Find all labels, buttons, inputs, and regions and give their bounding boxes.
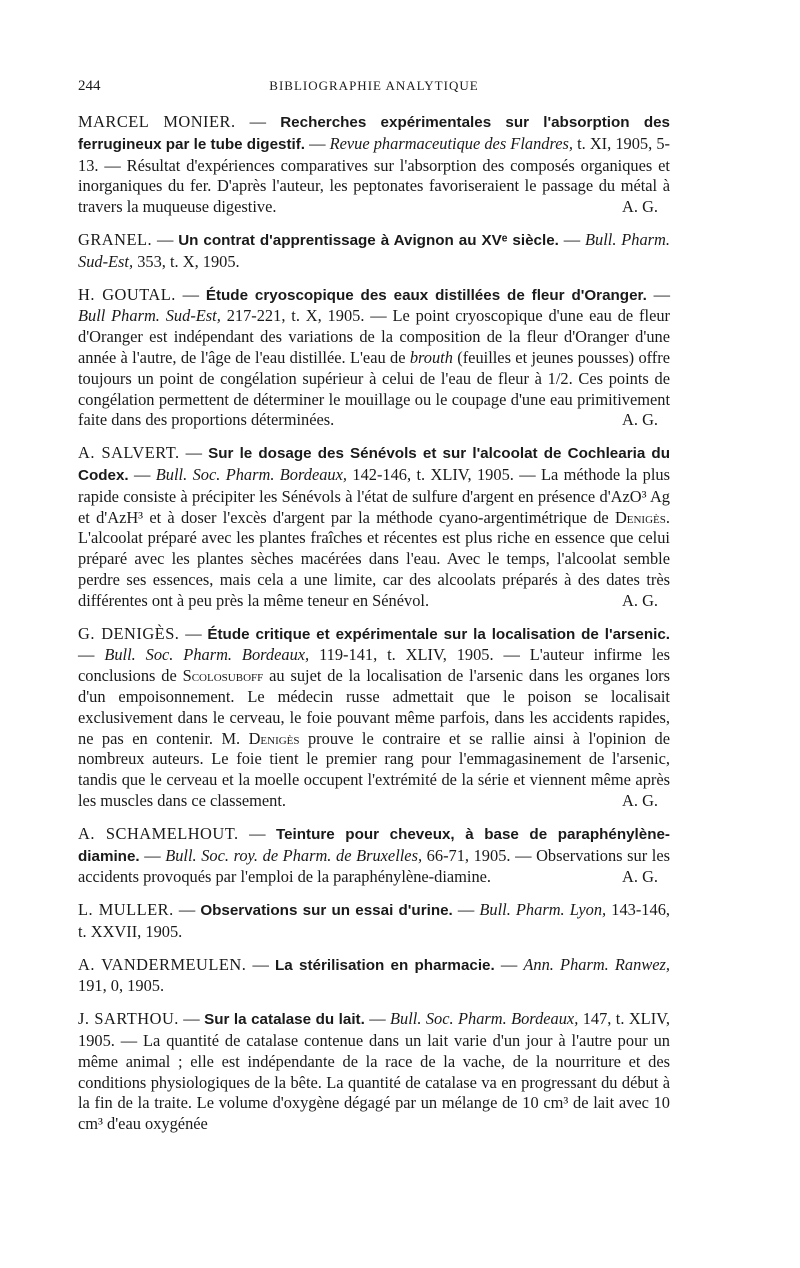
- entry-author: GRANEL.: [78, 229, 153, 249]
- entry-salvert: A. SALVERT. — Sur le dosage des Sénévols et sur l'alcoolat de Cochlearia du Codex. — Bull. Soc. Pharm. Bordeaux, 142-146, t. XLIV, 1905. — La méthode la plus rapide consiste à précipiter les Sénévols à l'état de sulfure d'argent en présence d'AzO³ Ag et d'AzH³ et à doser l'excès d'argent par la méthode cyano-argentimétrique de Denigès. L'alcoolat préparé avec les plantes fraîches et récentes est plus riche en essence que celui préparé avec les plantes sèches macérées dans l'eau. Avec le temps, l'alcoolat semble perdre ses essences, mais cela a une limite, car des alcoolats préparés à des dates très différentes ont à peu près la même teneur en Sénévol. A. G.: [78, 443, 670, 610]
- entry-journal: Bull. Pharm. Sud-Est,: [78, 229, 670, 271]
- entry-journal: Bull. Soc. Pharm. Bordeaux,: [104, 645, 310, 665]
- entry-author: A. SCHAMELHOUT.: [78, 823, 239, 843]
- entry-author: G. DENIGÈS.: [78, 623, 180, 643]
- entry-details: 217-221, t. X, 1905. — Le point cryoscopique d'une eau de fleur d'Oranger est indépendant des variations de la composition de la fleur d'Oranger d'une année à l'autre, de l'âge de l'eau distillée. L'eau de: [78, 306, 670, 367]
- entry-author: H. GOUTAL.: [78, 284, 176, 304]
- entry-details: prouve le contraire et se rallie ainsi à l'opinion de nombreux auteurs. Le foie tient le premier rang pour l'emmagasinement de l'arsenic, tandis que le cerveau et la moelle occupent l'extrémité de la série et viennent même après les muscles dans ce classement.: [78, 728, 670, 810]
- entry-author: A. SALVERT.: [78, 443, 180, 463]
- entry-goutal: H. GOUTAL. — Étude cryoscopique des eaux distillées de fleur d'Oranger. — Bull Pharm. Sud-Est, 217-221, t. X, 1905. — Le point cryoscopique d'une eau de fleur d'Oranger est indépendant des variations de la composition de la fleur d'Oranger d'une année à l'autre, de l'âge de l'eau distillée. L'eau de brouth (feuilles et jeunes pousses) offre toujours un point de congélation supérieur à celui de l'eau de fleur à 1/2. Ces points de congélation permettent de déterminer le mouillage ou le coupage d'une eau primitivement faite dans des proportions déterminées. A. G.: [78, 284, 670, 430]
- entry-deniges: G. DENIGÈS. — Étude critique et expérimentale sur la localisation de l'arsenic. — Bull. Soc. Pharm. Bordeaux, 119-141, t. XLIV, 1905. — L'auteur infirme les conclusions de Scolosuboff au sujet de la localisation de l'arsenic dans les organes lors d'un empoisonnement. Le médecin russe admettait que le poison se localisait exclusivement dans le cerveau, le foie pouvant même parfois, dans les accidents rapides, ne pas en contenir. M. Denigès prouve le contraire et se rallie ainsi à l'opinion de nombreux auteurs. Le foie tient le premier rang pour l'emmagasinement de l'arsenic, tandis que le cerveau et la moelle occupent l'extrémité de la série et viennent même après les muscles dans ce classement. A. G.: [78, 623, 670, 810]
- entry-title: Étude cryoscopique des eaux distillées de fleur d'Oranger.: [205, 286, 647, 304]
- entry-author: A. VANDERMEULEN.: [78, 954, 247, 974]
- page: [78, 78, 670, 1147]
- entry-journal: Revue pharmaceutique des Flandres,: [329, 133, 573, 153]
- entry-details: au sujet de la localisation de l'arsenic dans les organes lors d'un empoisonnement. Le médecin russe admettait que le poison se localisait exclusivement dans le cerveau, le foie pouvant même parfois, dans les accidents rapides, ne pas en contenir. M.: [78, 666, 670, 748]
- page-number: 244: [78, 78, 101, 94]
- entry-schamelhout: A. SCHAMELHOUT. — Teinture pour cheveux, à base de paraphénylène-diamine. — Bull. Soc. roy. de Pharm. de Bruxelles, 66-71, 1905. — Observations sur les accidents provoqués par l'emploi de la paraphénylène-diamine. A. G.: [78, 823, 670, 887]
- entry-journal: Ann. Pharm. Ranwez,: [523, 954, 670, 974]
- entry-details: (feuilles et jeunes pousses) offre toujours un point de congélation supérieur à celui de l'eau de fleur à 1/2. Ces points de congélation permettent de déterminer le mouillage ou le coupage d'une eau primitivement faite dans des proportions déterminées.: [78, 347, 670, 430]
- running-head: BIBLIOGRAPHIE ANALYTIQUE: [269, 78, 479, 93]
- entry-person-name: Denigès: [614, 507, 666, 527]
- entry-journal: Bull. Soc. Pharm. Bordeaux,: [155, 464, 347, 484]
- entry-granel: GRANEL. — Un contrat d'apprentissage à Avignon au XVᵉ siècle. — Bull. Pharm. Sud-Est, 353, t. X, 1905.: [78, 229, 670, 271]
- entry-title: Étude critique et expérimentale sur la localisation de l'arsenic.: [207, 625, 670, 643]
- entry-initials: A. G.: [622, 867, 658, 887]
- entry-details: 66-71, 1905. — Observations sur les accidents provoqués par l'emploi de la paraphénylène-diamine.: [78, 845, 670, 887]
- entry-italic-term: brouth: [409, 347, 453, 367]
- entry-initials: A. G.: [622, 410, 658, 430]
- entry-details: 353, t. X, 1905.: [137, 251, 240, 271]
- entry-person-name: Scolosuboff: [182, 666, 264, 686]
- entry-details: 143-146, t. XXVII, 1905.: [78, 900, 670, 941]
- entry-vandermeulen: A. VANDERMEULEN. — La stérilisation en pharmacie. — Ann. Pharm. Ranwez, 191, 0, 1905.: [78, 954, 670, 996]
- entry-initials: A. G.: [622, 590, 658, 610]
- entry-author: MARCEL MONIER.: [78, 112, 236, 131]
- entry-title: Sur la catalase du lait.: [204, 1011, 365, 1029]
- entry-monier: MARCEL MONIER. — Recherches expérimentales sur l'absorption des ferrugineux par le tube digestif. — Revue pharmaceutique des Flandres, t. XI, 1905, 5-13. — Résultat d'expériences comparatives sur l'absorption des composés organiques et inorganiques du fer. D'après l'auteur, les peptonates favoriseraient le passage du métal à travers la muqueuse digestive. A. G.: [78, 112, 670, 217]
- entry-title: Sur le dosage des Sénévols et sur l'alcoolat de Cochlearia du Codex.: [78, 445, 670, 484]
- entry-details: . L'alcoolat préparé avec les plantes fraîches et récentes est plus riche en essence que celui préparé avec les plantes sèches macérées dans l'eau. Avec le temps, l'alcoolat semble perdre ses essences, mais cela a une limite, car des alcoolats préparés à des dates très différentes ont à peu près la même teneur en Sénévol.: [78, 507, 670, 610]
- entry-person-name: Denigès: [248, 728, 300, 748]
- entry-title: Teinture pour cheveux, à base de paraphénylène-diamine.: [78, 825, 670, 865]
- entry-journal: Bull Pharm. Sud-Est,: [78, 306, 221, 326]
- entry-title: La stérilisation en pharmacie.: [275, 956, 495, 974]
- page-header: [78, 78, 670, 98]
- entry-title: Recherches expérimentales sur l'absorption des ferrugineux par le tube digestif.: [78, 114, 670, 153]
- entry-sarthou: J. SARTHOU. — Sur la catalase du lait. — Bull. Soc. Pharm. Bordeaux, 147, t. XLIV, 1905. — La quantité de catalase contenue dans un lait varie d'un jour à l'autre pour un même animal ; elle est indépendante de la race de la vache, de la nourriture et des conditions physiologiques de la bête. La quantité de catalase va en progressant du début à la fin de la traite. Le volume d'oxygène dégagé par un mélange de 10 cm³ de lait avec 10 cm³ d'eau oxygénée: [78, 1009, 670, 1134]
- entry-details: 142-146, t. XLIV, 1905. — La méthode la plus rapide consiste à précipiter les Sénévols à l'état de sulfure d'argent en présence d'AzO³ Ag et d'AzH³ et à doser l'excès d'argent par la méthode cyano-argentimétrique de: [78, 464, 670, 527]
- entry-muller: L. MULLER. — Observations sur un essai d'urine. — Bull. Pharm. Lyon, 143-146, t. XXVII, 1905.: [78, 900, 670, 941]
- entry-details: 191, 0, 1905.: [78, 976, 165, 996]
- entry-author: J. SARTHOU.: [78, 1009, 179, 1029]
- entry-initials: A. G.: [622, 790, 658, 810]
- entry-journal: Bull. Soc. roy. de Pharm. de Bruxelles,: [165, 845, 423, 865]
- entry-author: L. MULLER.: [78, 900, 174, 920]
- entry-title: Observations sur un essai d'urine.: [200, 902, 453, 920]
- entry-journal: Bull. Pharm. Lyon,: [479, 900, 607, 920]
- entry-details: 119-141, t. XLIV, 1905. — L'auteur infirme les conclusions de: [78, 645, 670, 686]
- entry-journal: Bull. Soc. Pharm. Bordeaux,: [390, 1009, 579, 1029]
- entry-details: 147, t. XLIV, 1905. — La quantité de catalase contenue dans un lait varie d'un jour à l'autre pour un même animal ; elle est indépendante de la race de la vache, de la nourriture et des conditions physiologiques de la bête. La quantité de catalase va en progressant du début à la fin de la traite. Le volume d'oxygène dégagé par un mélange de 10 cm³ de lait avec 10 cm³ d'eau oxygénée: [78, 1009, 670, 1134]
- entry-title: Un contrat d'apprentissage à Avignon au XVᵉ siècle.: [178, 231, 559, 249]
- entry-details: t. XI, 1905, 5-13. — Résultat d'expériences comparatives sur l'absorption des composés organiques et inorganiques du fer. D'après l'auteur, les peptonates favoriseraient le passage du métal à travers la muqueuse digestive.: [78, 133, 670, 217]
- entry-initials: A. G.: [622, 197, 658, 217]
